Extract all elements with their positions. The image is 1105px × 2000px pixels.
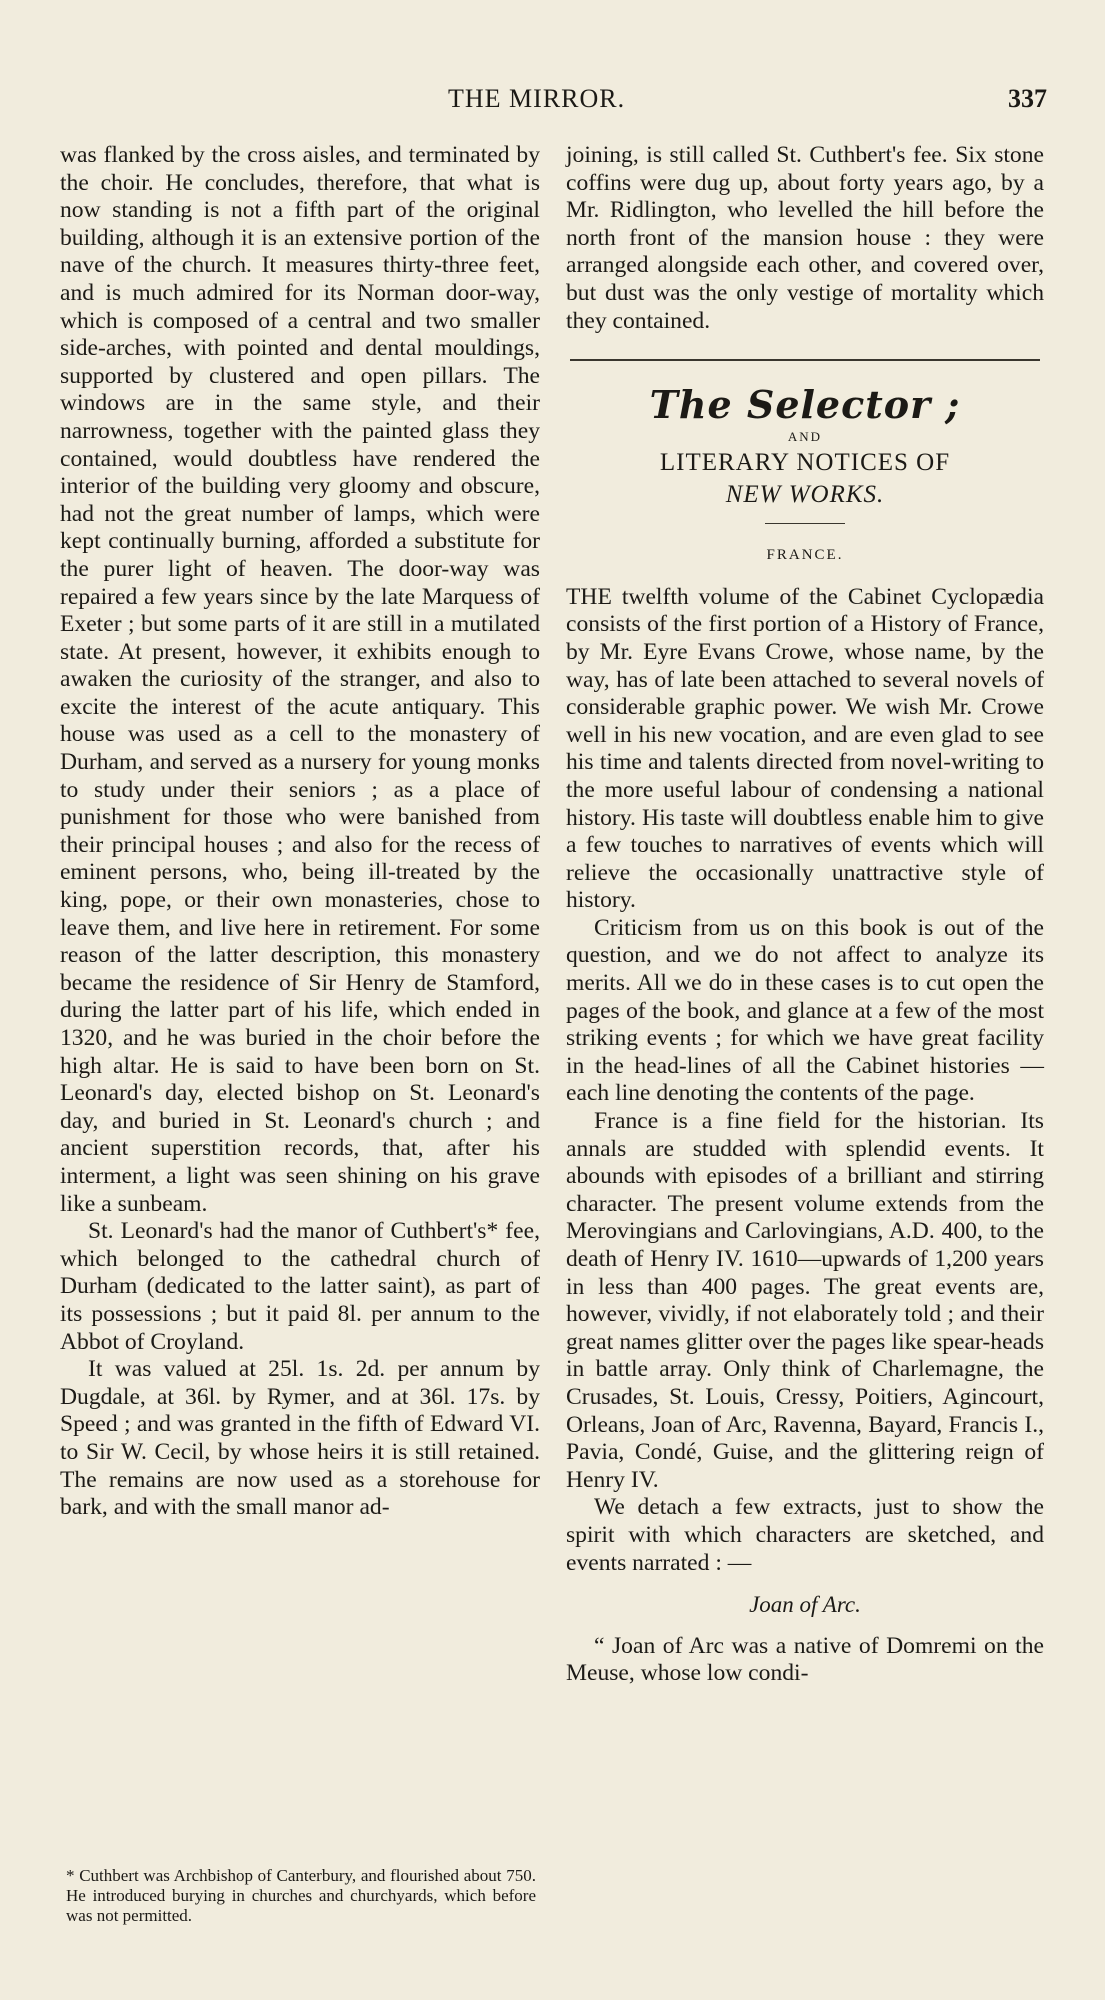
right-column xyxy=(566,142,1044,1688)
left-paragraph-1: was flanked by the cross aisles, and terminated by the choir. He concludes, therefore, that what is now standing is not a fifth part of the original building, although it is an extensive portion of the nave of the church. It measures thirty-three feet, and is much admired for its Norman door-way, which is composed of a central and two smaller side-arches, with pointed and dental mouldings, supported by clustered and open pillars. The windows are in the same style, and their narrowness, together with the painted glass they contained, would doubtless have rendered the interior of the building very gloomy and obscure, had not the great number of lamps, which were kept continually burning, afforded a substitute for the purer light of heaven. The door-way was repaired a few years since by the late Marquess of Exeter ; but some parts of it are still in a mutilated state. At present, however, it exhibits enough to awaken the curiosity of the stranger, and also to excite the interest of the acute antiquary. This house was used as a cell to the monastery of Durham, and served as a nursery for young monks to study under their seniors ; as a place of punishment for those who were banished from their principal houses ; and also for the recess of eminent persons, who, being ill-treated by the king, pope, or their own monasteries, chose to leave them, and live here in retirement. For some reason of the latter description, this monastery became the residence of Sir Henry de Stamford, during the latter part of his life, which ended in 1320, and he was buried in the choir before the high altar. He is said to have been born on St. Leonard's day, elected bishop on St. Leonard's day, and buried in St. Leonard's church ; and ancient superstition records, that, after his interment, a light was seen shining on his grave like a sunbeam. xyxy=(60,142,540,1217)
left-paragraph-3: It was valued at 25l. 1s. 2d. per annum by Dugdale, at 36l. by Rymer, and at 36l. 17s. by Speed ; and was granted in the fifth of Edward VI. to Sir W. Cecil, by whose heirs it is still retained. The remains are now used as a storehouse for bark, and with the small manor ad- xyxy=(60,1356,540,1521)
running-head xyxy=(0,84,1105,124)
section-divider xyxy=(570,359,1040,361)
and-text: AND xyxy=(787,429,823,445)
short-divider xyxy=(765,523,845,524)
footnote: * Cuthbert was Archbishop of Canterbury, and flourished about 750. He introduced burying in churches and churchyards, which before was not permitted. xyxy=(66,1866,536,1925)
new-works-heading: NEW WORKS. xyxy=(725,481,885,509)
right-paragraph-4: We detach a few extracts, just to show the spirit with which characters are sketched, and events narrated : — xyxy=(566,1494,1044,1576)
literary-notices-heading: LITERARY NOTICES OF xyxy=(659,449,951,477)
left-column xyxy=(60,142,540,1522)
right-closing-line: “ Joan of Arc was a native of Domremi on the Meuse, whose low condi- xyxy=(566,1632,1044,1687)
running-title: THE MIRROR. xyxy=(448,84,626,113)
right-paragraph-3: France is a fine field for the historian. Its annals are studded with splendid events. It abounds with episodes of a brilliant and stirring character. The present volume extends from the Merovingians and Carlovingians, A.D. 400, to the death of Henry IV. 1610—upwards of 1,200 years in less than 400 pages. The great events are, however, vividly, if not elaborately told ; and their great names glitter over the pages like spear-heads in battle array. Only think of Charlemagne, the Crusades, St. Louis, Cressy, Poitiers, Agincourt, Orleans, Joan of Arc, Ravenna, Bayard, Francis I., Pavia, Condé, Guise, and the glittering reign of Henry IV. xyxy=(566,1108,1044,1493)
page-number: 337 xyxy=(1008,84,1047,113)
right-paragraph-1: THE twelfth volume of the Cabinet Cyclopædia consists of the first portion of a History of France, by Mr. Eyre Evans Crowe, whose name, by the way, has of late been attached to several novels of considerable graphic power. We wish Mr. Crowe well in his new vocation, and are even glad to see his time and talents directed from novel-writing to the more useful labour of condensing a national history. His taste will doubtless enable him to give a few touches to narratives of events which will relieve the occasionally unattractive style of history. xyxy=(566,583,1044,914)
joan-of-arc-subhead: Joan of Arc. xyxy=(749,1592,861,1618)
section-title: FRANCE. xyxy=(766,547,844,564)
selector-heading: The Selector ; xyxy=(649,382,961,428)
right-paragraph-2: Criticism from us on this book is out of the question, and we do not affect to analyze its merits. All we do in these cases is to cut open the pages of the book, and glance at a few of the most striking events ; for which we have great facility in the head-lines of all the Cabinet histories — each line denoting the contents of the page. xyxy=(566,914,1044,1107)
left-paragraph-2: St. Leonard's had the manor of Cuthbert's* fee, which belonged to the cathedral church of Durham (dedicated to the latter saint), as part of its possessions ; but it paid 8l. per annum to the Abbot of Croyland. xyxy=(60,1218,540,1355)
right-continuation: joining, is still called St. Cuthbert's fee. Six stone coffins were dug up, about forty years ago, by a Mr. Ridlington, who levelled the hill before the north front of the mansion house : they were arranged alongside each other, and covered over, but dust was the only vestige of mortality which they contained. xyxy=(566,142,1044,334)
